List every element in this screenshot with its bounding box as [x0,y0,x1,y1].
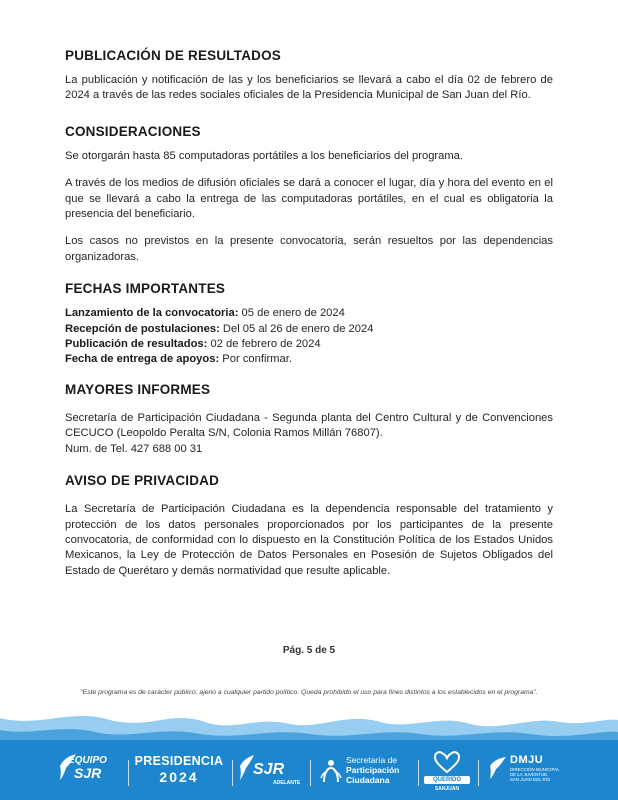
logo-divider [232,760,233,786]
date-item [65,306,553,321]
date-label: Recepción de postulaciones: [65,322,220,335]
logo-divider [128,760,129,786]
year-text: 2024 [159,769,199,785]
date-label: Publicación de resultados: [65,338,208,351]
secretaria-line1: Secretaría de [346,755,398,765]
dmju-logo [488,754,578,792]
presidencia-logo [134,754,224,790]
secretaria-line2: Participación [346,765,400,775]
page-number: Pág. 5 de 5 [282,645,336,656]
paragraph: A través de los medios de difusión oficiales se dará a conocer el lugar, día y hora del evento en el que se llevará a cabo la entrega de las computadoras portátiles, en el cual es obligatoria la presencia del beneficiario. [65,177,553,221]
section-fechas [65,281,553,368]
section-informes [65,382,553,457]
sjr-text: SJR [253,761,285,778]
date-value: 02 de febrero de 2024 [207,338,321,351]
date-value: 05 de enero de 2024 [238,307,345,320]
querido-sanjuan-logo [424,750,470,794]
equipo-text: EQUIPO [68,755,107,766]
adelante-text: ADELANTE [273,780,301,786]
paragraph: Los casos no previstos en la presente convocatoria, serán resueltos por las dependencias organizadoras. [65,235,553,263]
dmju-sub2: DE LA JUVENTUD [510,772,548,777]
paragraph: Secretaría de Participación Ciudadana - Segunda planta del Centro Cultural y de Convenciones CECUCO (Leopoldo Peralta S/N, Colonia Ramos Millán 76807). [65,411,553,440]
section-publicacion [65,48,553,104]
sanjuan-text: SANJUAN [434,786,460,792]
equipo-sjr-logo [58,752,120,792]
section-title: AVISO DE PRIVACIDAD [65,473,220,489]
date-label: Lanzamiento de la convocatoria: [65,307,239,320]
date-item [65,322,553,337]
section-title: PUBLICACIÓN DE RESULTADOS [65,48,282,63]
querido-text: QUERIDO [424,776,470,784]
sjr-text: SJR [74,765,102,781]
logo-divider [310,760,311,786]
logo-divider [478,760,479,786]
paragraph: Se otorgarán hasta 85 computadoras portátiles a los beneficiarios del programa. [65,149,464,162]
dmju-sub3: SAN JUAN DEL RÍO [510,777,551,782]
paragraph: La publicación y notificación de las y los beneficiarios se llevará a cabo el día 02 de febrero de 2024 a través de las redes sociales oficiales de la Presidencia Municipal de San Juan del Río. [65,74,553,102]
people-icon [320,758,342,784]
date-value: Por confirmar. [219,353,292,366]
date-item [65,352,553,367]
bird-icon [488,756,508,780]
section-consideraciones [65,124,553,265]
document-content [65,48,553,592]
date-item [65,337,553,352]
logo-divider [418,760,419,786]
secretaria-line3: Ciudadana [346,775,390,785]
phone-number: Num. de Tel. 427 688 00 31 [65,442,203,455]
date-label: Fecha de entrega de apoyos: [65,353,220,366]
dmju-sub1: DIRECCIÓN MUNICIPAL [510,767,560,772]
section-privacidad [65,473,553,579]
section-title: FECHAS IMPORTANTES [65,281,226,297]
section-title: CONSIDERACIONES [65,123,201,139]
hands-icon [432,750,462,774]
section-title: MAYORES INFORMES [65,381,211,397]
disclaimer: “Este programa es de carácter público, ajeno a cualquier partido político. Queda prohibido el uso para fines distintos a los establecidos en el programa”. [80,689,538,696]
paragraph: La Secretaría de Participación Ciudadana es la dependencia responsable del tratamiento y protección de los datos personales proporcionados por los participantes de la presente convocatoria, de conformidad con lo dispuesto en la Constitución Política de los Estados Unidos Mexicanos, la Ley de Protección de Datos Personales en Posesión de Sujetos Obligados del Estado de Querétaro y demás normatividad que resulte aplicable. [65,503,553,577]
footer [0,700,618,800]
secretaria-logo [320,754,420,792]
presidencia-text: PRESIDENCIA [134,754,224,768]
sjr-adelante-logo [239,752,301,792]
date-value: Del 05 al 26 de enero de 2024 [219,322,374,335]
dmju-text: DMJU [510,754,544,766]
footer-logos [0,746,618,798]
